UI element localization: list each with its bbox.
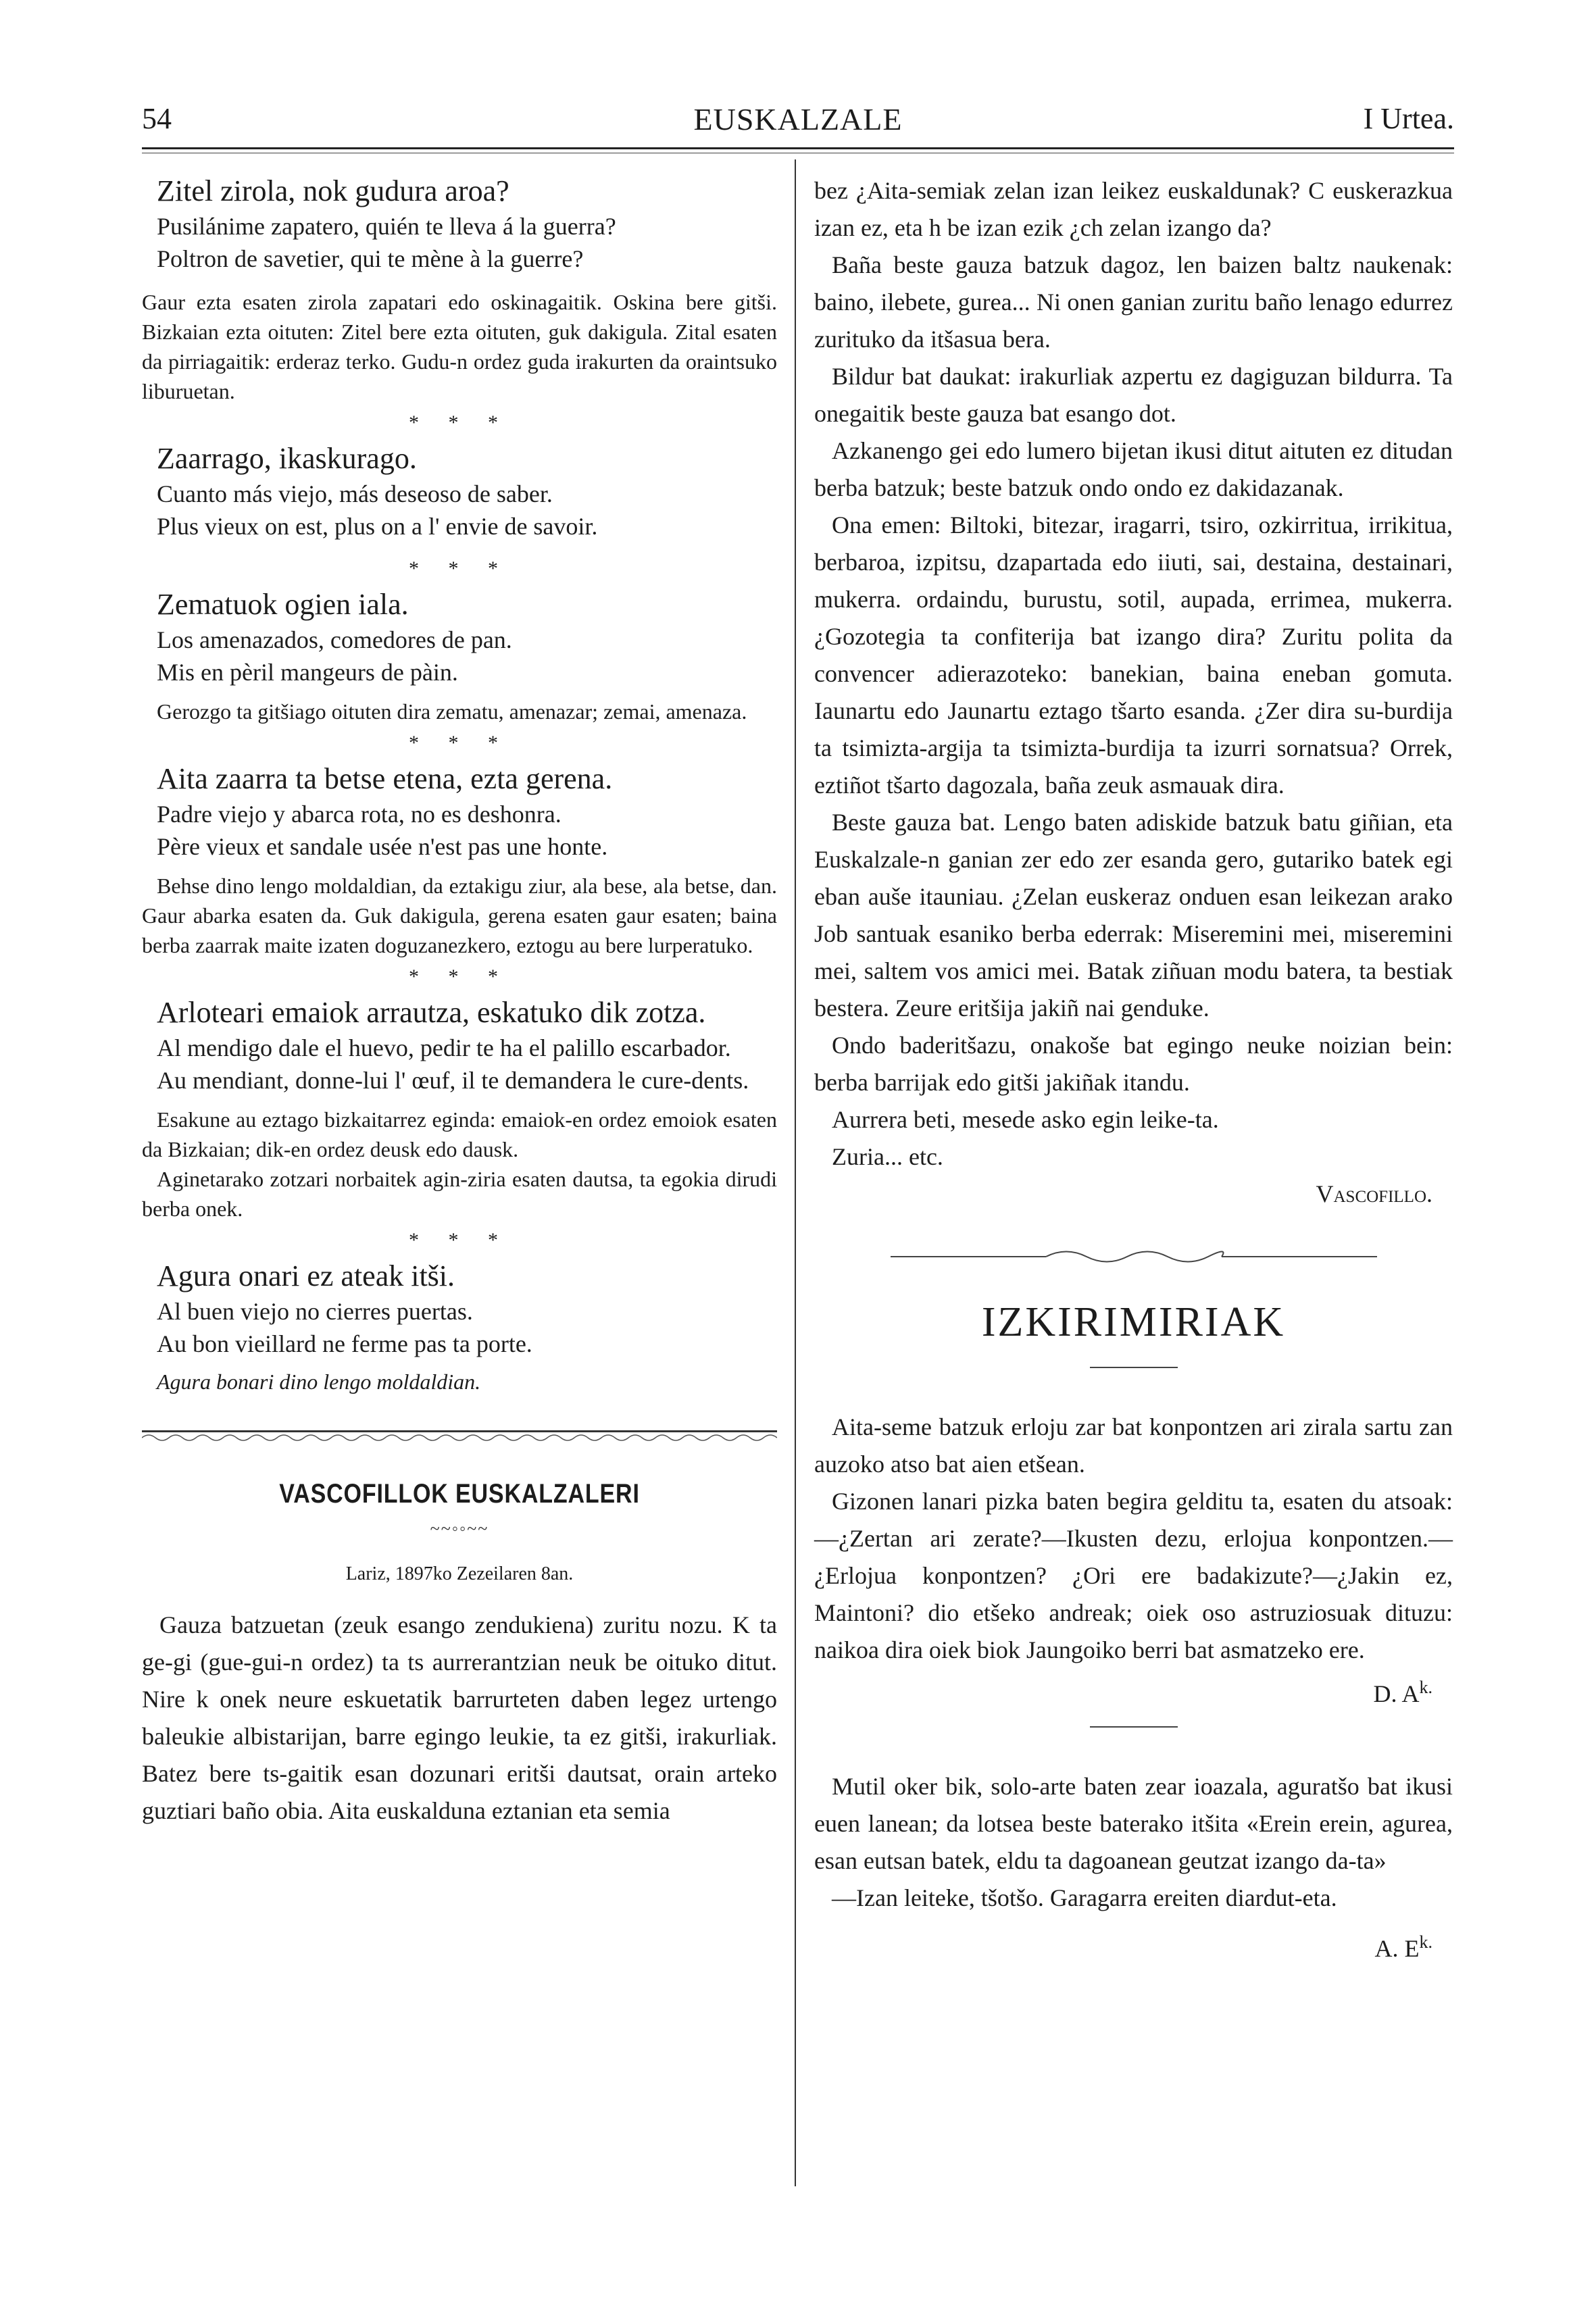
page-number: 54 [142, 102, 172, 135]
letter-paragraph: Gauza batzuetan (zeuk esango zendukiena) zuritu nozu. K ta ge-gi (gue-gui-n ordez) ta ts aurrerantzian neuk be oituko ditut. Nire k onek neure eskuetatik barrurteten daben legez urtengo baleukie albistarijan, barre egingo leukie, ta ez gitši, irakurliak. Batez bere ts-gaitik esan dozunari eritši dautsat, orain arteko guztiari baño obia. Aita euskalduna eztanian eta semia [142, 1611, 777, 1824]
page-header [142, 101, 1454, 142]
proverb-basque: Zaarrago, ikaskurago. [157, 442, 417, 475]
proverb-note: Behse dino lengo moldaldian, da eztakigu ziur, ala bese, ala betse, dan. Gaur abarka esaten da. Guk dakigula, gerena esaten gaur esaten; baina berba zaarrak maite izaten doguzanezkero, eztogu au bere lurperatuko. [142, 874, 777, 957]
short-rule [1090, 1367, 1178, 1368]
letter-paragraph: Aurrera beti, mesede asko egin leike-ta. [832, 1106, 1219, 1133]
letter-paragraph: bez ¿Aita-semiak zelan izan leikez euskaldunak? C euskerazkua izan ez, eta h be izan ezik ¿ch zelan izango da? [814, 177, 1453, 241]
year-label: I Urtea. [1363, 102, 1454, 135]
separator-stars: * * * [409, 732, 510, 754]
ornament [814, 1247, 1453, 1272]
proverb-note: Aginetarako zotzari norbaitek agin-ziria esaten dautsa, ta egokia dirudi berba onek. [142, 1167, 777, 1221]
letter-paragraph: Bildur bat daukat: irakurliak azpertu ez dagiguzan bildurra. Ta onegaitik beste gauza bat esango dot. [814, 363, 1453, 427]
proverb-french: Poltron de savetier, qui te mène à la guerre? [157, 245, 584, 272]
letter-paragraph: Ondo baderitšazu, onakoše bat egingo neuke noizian bein: berba barrijak edo gitši jakiñak itandu. [814, 1032, 1453, 1096]
column-divider [795, 159, 796, 2186]
ornament: ~~◦◦~~ [430, 1519, 489, 1538]
short-rule [1090, 1726, 1178, 1728]
separator-stars: * * * [409, 965, 510, 988]
dateline: Lariz, 1897ko Zezeilaren 8an. [345, 1563, 574, 1584]
proverb-spanish: Pusilánime zapatero, quién te lleva á la guerra? [157, 213, 616, 240]
proverb-note: Esakune au eztago bizkaitarrez eginda: emaiok-en ordez emoiok esaten da Bizkaian; dik-en ordez deusk edo dausk. [142, 1107, 777, 1161]
proverb-french: Au mendiant, donne-lui l' œuf, il te demandera le cure-dents. [157, 1067, 749, 1094]
wavy-rule [142, 1432, 777, 1443]
separator-stars: * * * [409, 411, 510, 434]
signature: Vascofillo. [1316, 1180, 1432, 1207]
ornament-flourish [891, 1247, 1377, 1267]
proverb-basque: Agura onari ez ateak itši. [157, 1259, 455, 1292]
proverb-spanish: Al buen viejo no cierres puertas. [157, 1298, 473, 1325]
header-rule [142, 147, 1454, 149]
proverb-french: Plus vieux on est, plus on a l' envie de savoir. [157, 513, 598, 540]
left-column [142, 172, 777, 1830]
proverb-basque: Zematuok ogien iala. [157, 588, 409, 621]
signature: D. $A^{k.}$ [1373, 1678, 1432, 1707]
proverb-spanish: Cuanto más viejo, más deseoso de saber. [157, 480, 553, 507]
letter-paragraph: Ona emen: Biltoki, bitezar, iragarri, tsiro, ozkirritua, irrikitua, berbaroa, izpitsu, dzapartada edo iiuti, sai, destaina, destainari, mukerra. ordaindu, burustu, sotil, aupada, errimea, mukerra. ¿Gozotegia ta confiterija bat izango dira? Zuritu polita da convencer adierazoteko: banekian, baina eneban gomuta. Iaunartu edo Jaunartu eztago tšarto esanda. ¿Zer dira su-burdija ta tsimizta-argija ta tsimizta-burdija ta izurri sornatsua? Orrek, eztiñot tšarto dagozala, baña zeuk asmauak dira. [814, 511, 1453, 799]
section-title: IZKIRIMIRIAK [981, 1299, 1286, 1345]
proverb-basque: Zitel zirola, nok gudura aroa? [157, 174, 509, 207]
proverb-basque: Arloteari emaiok arrautza, eskatuko dik zotza. [157, 996, 706, 1029]
section-title: VASCOFILLOK EUSKALZALERI [279, 1479, 640, 1509]
proverb-note: Gaur ezta esaten zirola zapatari edo oskinagaitik. Oskina bere gitši. Bizkaian ezta oituten: Zitel bere ezta oituten, guk dakigula. Zital esaten da pirriagaitik: erderaz terko. Gudu-n ordez guda irakurten da oraintsuko liburuetan. [142, 290, 777, 403]
signature: A. $E^{k.}$ [1374, 1932, 1432, 1962]
anecdote-paragraph: Aita-seme batzuk erloju zar bat konpontzen ari ziralа sartu zan auzoko atso bat aien etšean. [814, 1413, 1453, 1478]
proverb-basque: Aita zaarra ta betse etena, ezta gerena. [157, 762, 613, 795]
letter-paragraph: Baña beste gauza batzuk dagoz, len baizen baltz naukenak: baino, ilebete, gurea... Ni onen ganian zuritu baño lenago edurrez zurituko da itšasua bera. [814, 251, 1453, 353]
proverb-french: Mis en pèril mangeurs de pàin. [157, 659, 458, 686]
proverb-note: Gerozgo ta gitšiago oituten dira zematu, amenazar; zemai, amenaza. [157, 699, 747, 724]
proverb-french: Père vieux et sandale usée n'est pas une honte. [157, 833, 608, 860]
journal-title: EUSKALZALE [693, 102, 903, 136]
right-column [814, 172, 1453, 1967]
proverb-french: Au bon vieillard ne ferme pas ta porte. [157, 1330, 532, 1357]
letter-paragraph: Azkanengo gei edo lumero bijetan ikusi ditut aituten ez ditudan berba batzuk; beste batzuk ondo ondo ez dakidazanak. [814, 437, 1453, 501]
proverb-spanish: Al mendigo dale el huevo, pedir te ha el palillo escarbador. [157, 1034, 731, 1061]
anecdote-paragraph: Gizonen lanari pizka baten begira gelditu ta, esaten du atsoak:—¿Zertan ari zerate?—Ikusten dezu, erlojua konpontzen.—¿Erlojua konpontzen? ¿Ori ere badakizute?—¿Jakin ez, Maintoni? dio etšeko andreak; oiek oso astruziosuak dituzu: naikoa dira oiek biok Jaungoiko berri bat asmatzeko ere. [814, 1488, 1453, 1663]
letter-paragraph: Beste gauza bat. Lengo baten adiskide batzuk batu giñian, eta Euskalzale-n ganian zer edo zer esanda gero, gutariko batek egi eban auše itauniau. ¿Zelan euskeraz onduen esan leikezan arako Job santuak esaniko berba ederrak: Miseremini mei, miseremini mei, saltem vos amici mei. Batak ziñuan modu batera, ta bestiak bestera. Zeure eritšija jakiñ nai genduke. [814, 809, 1453, 1022]
proverb-note: Agura bonari dino lengo moldaldian. [157, 1369, 481, 1394]
proverb-spanish: Padre viejo y abarca rota, no es deshonra. [157, 801, 562, 828]
letter-paragraph: Zuria... etc. [832, 1143, 943, 1170]
separator-stars: * * * [409, 1229, 510, 1251]
anecdote-paragraph: —Izan leiteke, tšotšo. Garagarra ereiten diardut-eta. [832, 1884, 1337, 1911]
anecdote-paragraph: Mutil oker bik, solo-arte baten zear ioazala, aguratšo bat ikusi euen lanean; da lotsea beste baterako itšita «Erein erein, agurea, esan eutsan batek, eldu ta dagoanean geutzat izango da-ta» [814, 1773, 1453, 1874]
proverb-spanish: Los amenazados, comedores de pan. [157, 626, 512, 653]
separator-stars: * * * [409, 557, 510, 580]
